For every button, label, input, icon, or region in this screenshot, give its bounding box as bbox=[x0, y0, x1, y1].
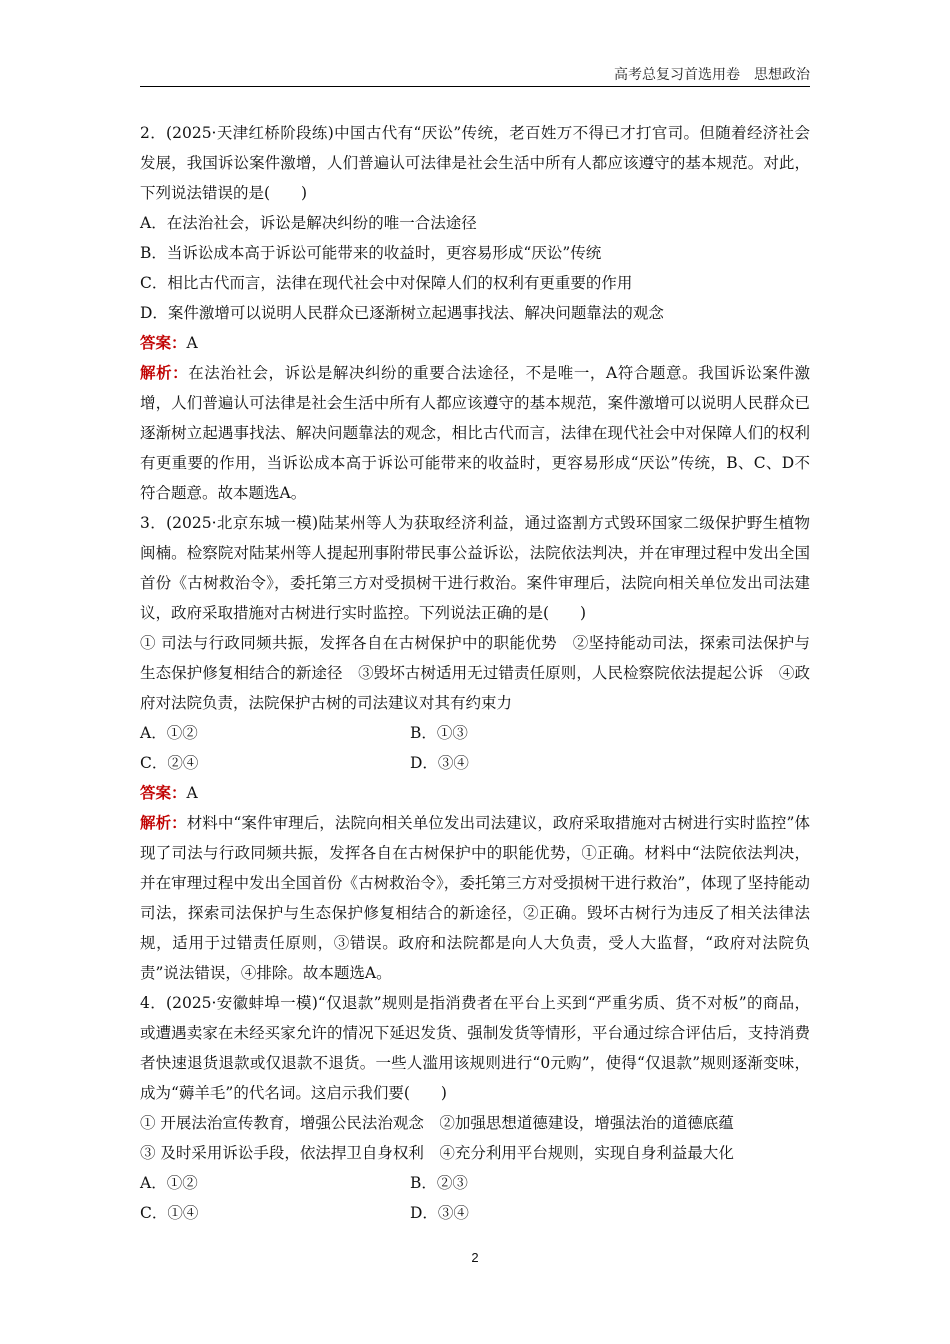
q3-answer bbox=[140, 778, 810, 808]
q3-option-a: A．①② bbox=[140, 724, 198, 742]
q4-option-c: C．①④ bbox=[140, 1204, 199, 1222]
page-content bbox=[140, 118, 810, 1228]
answer-value: A bbox=[186, 784, 198, 802]
q3-option-b: B．①③ bbox=[410, 724, 468, 742]
q2-stem: 2．(2025·天津红桥阶段练)中国古代有“厌讼”传统，老百姓万不得已才打官司。但随着经济社会发展，我国诉讼案件激增，人们普遍认可法律是社会生活中所有人都应该遵守的基本规范。对此，下列说法错误的是( ) bbox=[140, 124, 810, 202]
q2-option-b: B．当诉讼成本高于诉讼可能带来的收益时，更容易形成“厌讼”传统 bbox=[140, 244, 602, 262]
q3-option-d: D．③④ bbox=[410, 754, 469, 772]
q3-analysis bbox=[140, 808, 810, 988]
q2-answer bbox=[140, 328, 810, 358]
header-rule bbox=[140, 86, 810, 87]
q3-options-row-2 bbox=[140, 748, 810, 778]
q3-statements: ① 司法与行政同频共振，发挥各自在古树保护中的职能优势 ②坚持能动司法，探索司法保护与生态保护修复相结合的新途径 ③毁坏古树适用无过错责任原则，人民检察院依法提起公诉 ④政府对法院负责，法院保护古树的司法建议对其有约束力 bbox=[140, 634, 810, 712]
q4-stem: 4．(2025·安徽蚌埠一模)“仅退款”规则是指消费者在平台上买到“严重劣质、货不对板”的商品，或遭遇卖家在未经买家允许的情况下延迟发货、强制发货等情形，平台通过综合评估后，支持消费者快速退货退款或仅退款不退货。一些人滥用该规则进行“0元购”，使得“仅退款”规则逐渐变味，成为“薅羊毛”的代名词。这启示我们要( ) bbox=[140, 994, 810, 1102]
q4-options-row-2 bbox=[140, 1198, 810, 1228]
analysis-label: 解析： bbox=[140, 363, 189, 382]
q4-option-b: B．②③ bbox=[410, 1174, 468, 1192]
page-number: 2 bbox=[471, 1250, 479, 1265]
running-header: 高考总复习首选用卷 思想政治 bbox=[614, 67, 810, 83]
analysis-text: 材料中“案件审理后，法院向相关单位发出司法建议，政府采取措施对古树进行实时监控”体现了司法与行政同频共振，发挥各自在古树保护中的职能优势，①正确。材料中“法院依法判决，并在审理过程中发出全国首份《古树救治令》，委托第三方对受损树干进行救治”，体现了坚持能动司法，探索司法保护与生态保护修复相结合的新途径，②正确。毁坏古树行为违反了相关法律法规，适用于过错责任原则，③错误。政府和法院都是向人大负责，受人大监督，“政府对法院负责”说法错误，④排除。故本题选A。 bbox=[140, 814, 810, 982]
answer-value: A bbox=[186, 334, 198, 352]
q4-option-a: A．①② bbox=[140, 1174, 198, 1192]
q4-statement-2: ③ 及时采用诉讼手段，依法捍卫自身权利 ④充分利用平台规则，实现自身利益最大化 bbox=[140, 1144, 734, 1162]
q2-option-d: D．案件激增可以说明人民群众已逐渐树立起遇事找法、解决问题靠法的观念 bbox=[140, 304, 664, 322]
q2-option-c: C．相比古代而言，法律在现代社会中对保障人们的权利有更重要的作用 bbox=[140, 274, 633, 292]
q2-analysis bbox=[140, 358, 810, 508]
q3-stem: 3．(2025·北京东城一模)陆某州等人为获取经济利益，通过盗割方式毁环国家二级保护野生植物闽楠。检察院对陆某州等人提起刑事附带民事公益诉讼，法院依法判决，并在审理过程中发出全国首份《古树救治令》，委托第三方对受损树干进行救治。案件审理后，法院向相关单位发出司法建议，政府采取措施对古树进行实时监控。下列说法正确的是( ) bbox=[140, 514, 810, 622]
q3-option-c: C．②④ bbox=[140, 754, 199, 772]
answer-label: 答案： bbox=[140, 783, 187, 802]
q4-statement-1: ① 开展法治宣传教育，增强公民法治观念 ②加强思想道德建设，增强法治的道德底蕴 bbox=[140, 1114, 734, 1132]
analysis-text: 在法治社会，诉讼是解决纠纷的重要合法途径，不是唯一，A符合题意。我国诉讼案件激增，人们普遍认可法律是社会生活中所有人都应该遵守的基本规范，案件激增可以说明人民群众已逐渐树立起遇事找法、解决问题靠法的观念，相比古代而言，法律在现代社会中对保障人们的权利有更重要的作用，当诉讼成本高于诉讼可能带来的收益时，更容易形成“厌讼”传统，B、C、D不符合题意。故本题选A。 bbox=[140, 364, 810, 502]
q3-options-row-1 bbox=[140, 718, 810, 748]
q4-options-row-1 bbox=[140, 1168, 810, 1198]
q4-option-d: D．③④ bbox=[410, 1204, 469, 1222]
q2-option-a: A．在法治社会，诉讼是解决纠纷的唯一合法途径 bbox=[140, 214, 477, 232]
analysis-label: 解析： bbox=[140, 813, 187, 832]
answer-label: 答案： bbox=[140, 333, 187, 352]
